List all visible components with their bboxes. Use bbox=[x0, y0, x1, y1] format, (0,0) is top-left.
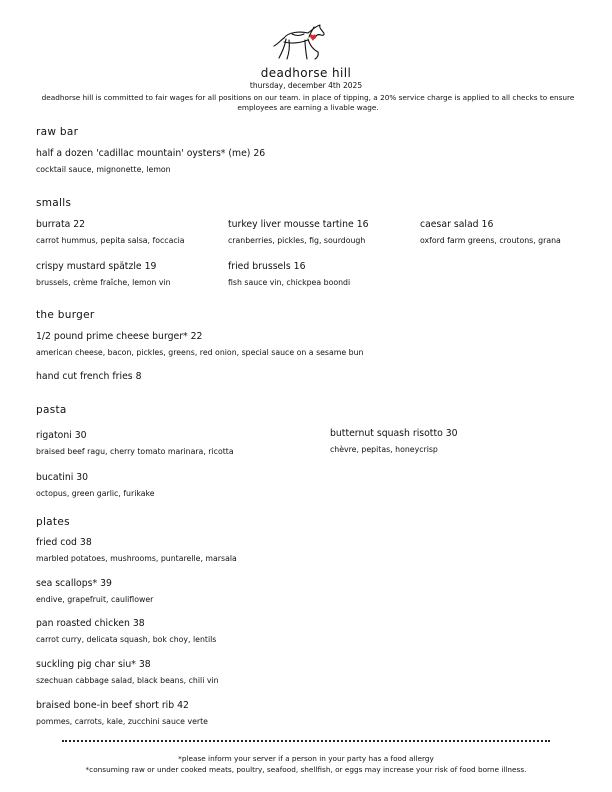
item-name: fried brussels 16 bbox=[228, 261, 306, 272]
menu-item bbox=[330, 428, 458, 454]
item-description: szechuan cabbage salad, black beans, chili vin bbox=[36, 676, 219, 685]
allergy-notice: *please inform your server if a person in your party has a food allergy bbox=[178, 754, 434, 763]
item-description: marbled potatoes, mushrooms, puntarelle, marsala bbox=[36, 554, 237, 563]
item-name: crispy mustard spätzle 19 bbox=[36, 261, 157, 272]
item-name: caesar salad 16 bbox=[420, 219, 494, 230]
item-description: american cheese, bacon, pickles, greens, red onion, special sauce on a sesame bun bbox=[36, 348, 364, 357]
item-name: bucatini 30 bbox=[36, 472, 89, 483]
section-title-plates: plates bbox=[36, 516, 70, 528]
menu-item bbox=[36, 618, 216, 644]
item-description: chèvre, pepitas, honeycrisp bbox=[330, 445, 438, 454]
item-description: pommes, carrots, kale, zucchini sauce verte bbox=[36, 717, 208, 726]
item-description: carrot curry, delicata squash, bok choy, lentils bbox=[36, 635, 217, 644]
item-description: cranberries, pickles, fig, sourdough bbox=[228, 236, 366, 245]
raw-food-warning: *consuming raw or under cooked meats, poultry, seafood, shellfish, or eggs may increase your risk of food borne illness. bbox=[85, 765, 527, 774]
dotted-divider bbox=[62, 740, 550, 742]
restaurant-title: deadhorse hill bbox=[260, 66, 352, 80]
item-name: braised bone-in beef short rib 42 bbox=[36, 700, 189, 711]
menu-item bbox=[36, 578, 153, 604]
menu-date: thursday, december 4th 2025 bbox=[249, 81, 363, 90]
item-description: braised beef ragu, cherry tomato marinara, ricotta bbox=[36, 447, 234, 456]
item-name: turkey liver mousse tartine 16 bbox=[228, 219, 369, 230]
item-description: brussels, crème fraîche, lemon vin bbox=[36, 278, 171, 287]
menu-item bbox=[36, 659, 219, 685]
item-description: cocktail sauce, mignonette, lemon bbox=[36, 165, 171, 174]
section-title-raw-bar: raw bar bbox=[36, 126, 79, 138]
item-name: half a dozen 'cadillac mountain' oysters* (me) 26 bbox=[36, 148, 266, 159]
item-name: sea scallops* 39 bbox=[36, 578, 112, 589]
item-description: carrot hummus, pepita salsa, foccacia bbox=[36, 236, 185, 245]
menu-item bbox=[36, 537, 237, 563]
menu-item bbox=[420, 219, 561, 245]
item-name: hand cut french fries 8 bbox=[36, 371, 142, 382]
section-title-pasta: pasta bbox=[36, 404, 67, 416]
menu-item bbox=[36, 430, 234, 456]
item-description: octopus, green garlic, furikake bbox=[36, 489, 155, 498]
horse-with-heart-icon bbox=[270, 22, 334, 62]
item-name: rigatoni 30 bbox=[36, 430, 87, 441]
item-name: pan roasted chicken 38 bbox=[36, 618, 145, 629]
menu-item bbox=[36, 331, 363, 357]
item-name: suckling pig char siu* 38 bbox=[36, 659, 151, 670]
item-description: endive, grapefruit, cauliflower bbox=[36, 595, 154, 604]
item-description: oxford farm greens, croutons, grana bbox=[420, 236, 561, 245]
menu-item bbox=[36, 219, 185, 245]
menu-item bbox=[36, 700, 208, 726]
item-name: burrata 22 bbox=[36, 219, 86, 230]
heart-icon bbox=[310, 35, 316, 42]
service-charge-notice: deadhorse hill is committed to fair wages for all positions on our team. in place of tipping, a 20% service charge is applied to all checks to ensure employees are earning a livable wage. bbox=[41, 93, 575, 112]
item-name: butternut squash risotto 30 bbox=[330, 428, 458, 439]
menu-item bbox=[36, 261, 171, 287]
item-name: fried cod 38 bbox=[36, 537, 92, 548]
item-name: 1/2 pound prime cheese burger* 22 bbox=[36, 331, 203, 342]
menu-item bbox=[36, 472, 155, 498]
menu-item bbox=[36, 371, 142, 382]
section-title-smalls: smalls bbox=[36, 197, 72, 209]
menu-item bbox=[228, 219, 369, 245]
menu-item bbox=[36, 148, 265, 174]
section-title-burger: the burger bbox=[36, 309, 95, 321]
menu-item bbox=[228, 261, 350, 287]
item-description: fish sauce vin, chickpea boondi bbox=[228, 278, 351, 287]
